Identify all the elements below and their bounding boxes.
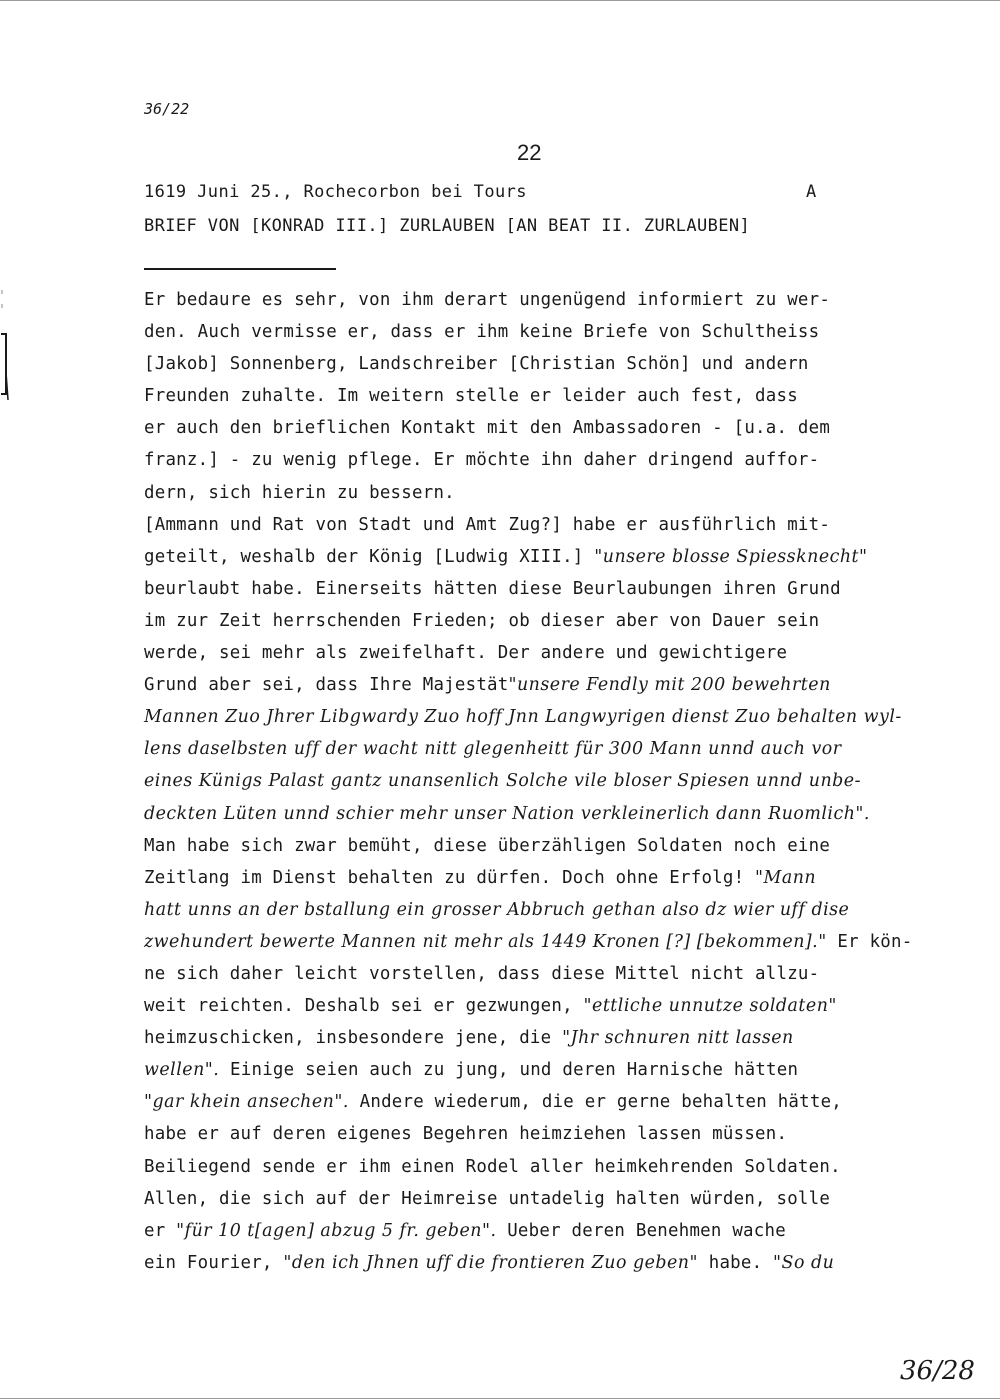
text-line (144, 573, 944, 605)
text-line (144, 894, 944, 926)
text-line (144, 1086, 944, 1118)
text-line (144, 1022, 944, 1054)
summary-text: Grund aber sei, dass Ihre Majestät (144, 675, 509, 696)
summary-text: werde, sei mehr als zweifelhaft. Der andere und gewichtigere (144, 643, 788, 664)
text-line (144, 958, 944, 990)
summary-text: Man habe sich zwar bemüht, diese überzähligen Soldaten noch eine (144, 835, 831, 856)
text-line (144, 862, 944, 894)
text-line (144, 1215, 944, 1247)
title-divider (144, 268, 336, 270)
text-line (144, 477, 944, 509)
summary-text: Er bedaure es sehr, von ihm derart ungenügend informiert zu wer- (144, 290, 831, 310)
quoted-source-text: "unsere blosse Spiessknecht" (594, 546, 868, 567)
summary-text: geteilt, weshalb der König [Ludwig XIII.] (144, 546, 595, 567)
quoted-source-text: "gar khein ansechen". (144, 1092, 349, 1113)
text-line (144, 380, 944, 412)
summary-text: weit reichten. Deshalb sei er gezwungen, (144, 996, 584, 1017)
margin-scan-marks (0, 290, 4, 310)
summary-text: Allen, die sich auf der Heimreise untadelig halten würden, solle (144, 1188, 831, 1209)
summary-text: Er kön- (826, 931, 913, 952)
summary-text: er auch den brieflichen Kontakt mit den Ambassadoren - [u.a. dem (144, 418, 831, 439)
text-line (144, 830, 944, 862)
text-line (144, 1054, 944, 1086)
text-line (144, 1118, 944, 1150)
text-line (144, 990, 944, 1022)
quoted-source-text: "für 10 t[agen] abzug 5 fr. geben". (176, 1220, 497, 1241)
summary-text: im zur Zeit herrschenden Frieden; ob dieser aber von Dauer sein (144, 610, 820, 631)
text-line (144, 444, 944, 476)
summary-text: habe er auf deren eigenes Begehren heimziehen lassen müssen. (144, 1124, 788, 1145)
quoted-source-text: deckten Lüten unnd schier mehr unser Nation verkleinerlich dann Ruomlich". (144, 803, 870, 824)
date-place-line: 1619 Juni 25., Rochecorbon bei Tours (144, 182, 527, 202)
summary-text: [Jakob] Sonnenberg, Landschreiber [Christian Schön] und andern (144, 354, 809, 375)
text-line (144, 701, 944, 733)
quoted-source-text: Mannen Zuo Jhrer Libgwardy Zuo hoff Jnn Langwyrigen dienst Zuo behalten wyl- (144, 707, 902, 728)
summary-text: Ueber deren Benehmen wache (496, 1220, 786, 1241)
summary-text: [Ammann und Rat von Stadt und Amt Zug?] habe er ausführlich mit- (144, 514, 831, 535)
text-line (144, 541, 944, 573)
body-text (144, 284, 944, 1279)
document-type-marker: A (806, 182, 817, 202)
margin-bracket-mark (0, 332, 10, 402)
quoted-source-text: "den ich Jhnen uff die frontieren Zuo geben" (283, 1252, 698, 1273)
text-line (144, 1151, 944, 1183)
quoted-source-text: "So du (773, 1252, 835, 1273)
summary-text: Zeitlang im Dienst behalten zu dürfen. Doch ohne Erfolg! (144, 867, 756, 888)
quoted-source-text: hatt unns an der bstallung ein grosser Abbruch gethan also dz wier uff dise (144, 899, 850, 920)
summary-text: Andere wiederum, die er gerne behalten hätte, (348, 1092, 843, 1113)
text-line (144, 348, 944, 380)
text-line (144, 733, 944, 765)
quoted-source-text: lens daselbsten uff der wacht nitt glegenheitt für 300 Mann unnd auch vor (144, 739, 842, 760)
quoted-source-text: "Mann (755, 867, 817, 888)
quoted-source-text: "Jhr schnuren nitt lassen (562, 1028, 794, 1049)
summary-text: ne sich daher leicht vorstellen, dass diese Mittel nicht allzu- (144, 963, 820, 984)
text-line (144, 316, 944, 348)
summary-text: Freunden zuhalte. Im weitern stelle er leider auch fest, dass (144, 386, 798, 407)
header-reference: 36/22 (144, 100, 190, 118)
quoted-source-text: "ettliche unnutze soldaten" (583, 996, 837, 1017)
text-line (144, 412, 944, 444)
text-line (144, 765, 944, 797)
top-scan-edge (0, 0, 1000, 1)
summary-text: franz.] - zu wenig pflege. Er möchte ihn daher dringend auffor- (144, 450, 820, 471)
text-line (144, 798, 944, 830)
summary-text: heimzuschicken, insbesondere jene, die (144, 1028, 563, 1049)
text-line (144, 669, 944, 701)
summary-text: er (144, 1220, 177, 1241)
summary-text: den. Auch vermisse er, dass er ihm keine Briefe von Schultheiss (144, 322, 820, 343)
quoted-source-text: "unsere Fendly mit 200 bewehrten (508, 675, 831, 696)
page-number: 22 (517, 140, 542, 165)
handwritten-footer-reference: 36/28 (900, 1356, 975, 1386)
text-line (144, 926, 944, 958)
document-title: BRIEF VON [KONRAD III.] ZURLAUBEN [AN BEAT II. ZURLAUBEN] (144, 216, 751, 236)
summary-text: beurlaubt habe. Einerseits hätten diese Beurlaubungen ihren Grund (144, 578, 841, 599)
summary-text: dern, sich hierin zu bessern. (144, 482, 455, 503)
bottom-scan-edge (0, 1398, 1000, 1399)
summary-text: Beiliegend sende er ihm einen Rodel aller heimkehrenden Soldaten. (144, 1156, 841, 1177)
text-line (144, 605, 944, 637)
text-line (144, 284, 944, 316)
text-line (144, 637, 944, 669)
quoted-source-text: zwehundert bewerte Mannen nit mehr als 1449 Kronen [?] [bekommen]." (144, 931, 827, 952)
quoted-source-text: eines Künigs Palast gantz unansenlich Solche vile bloser Spiesen unnd unbe- (144, 771, 861, 792)
text-line (144, 509, 944, 541)
summary-text: Einige seien auch zu jung, und deren Harnische hätten (219, 1060, 799, 1081)
text-line (144, 1247, 944, 1279)
text-line (144, 1183, 944, 1215)
summary-text: ein Fourier, (144, 1252, 284, 1273)
summary-text: habe. (698, 1252, 774, 1273)
quoted-source-text: wellen". (144, 1060, 220, 1081)
